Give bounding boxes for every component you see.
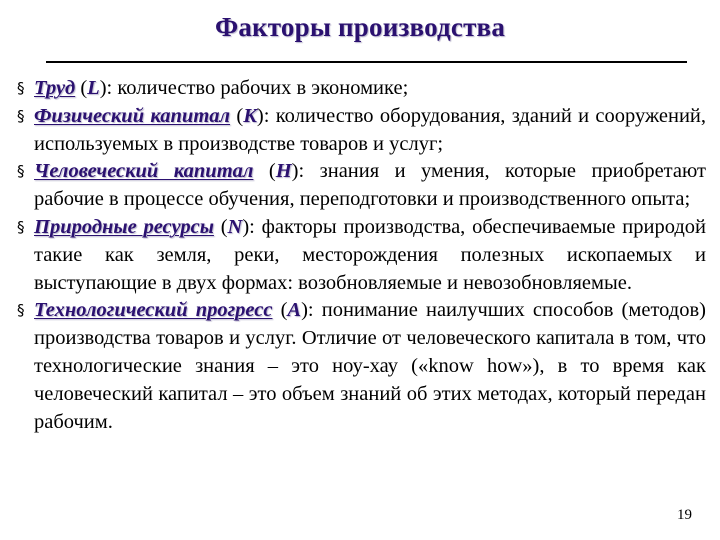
- section-sign-bullet-icon: [16, 108, 28, 124]
- open-paren: (: [236, 104, 244, 127]
- factor-term: Труд: [34, 77, 76, 99]
- svg-text:§: §: [17, 107, 25, 124]
- factor-symbol: H: [275, 160, 292, 183]
- page-title: Факторы производства: [214, 12, 506, 42]
- factors-list: [14, 75, 706, 436]
- factor-term: Человеческий капитал: [34, 160, 254, 183]
- factor-symbol: L: [87, 77, 100, 99]
- section-sign-bullet-icon: [16, 219, 28, 235]
- factor-symbol: N: [227, 215, 243, 238]
- list-item-labor: [14, 75, 706, 103]
- section-sign-bullet-icon: [16, 163, 28, 179]
- list-item-technological-progress: [14, 297, 706, 436]
- list-item-natural-resources: [14, 214, 706, 297]
- section-sign-bullet-icon: [16, 302, 28, 318]
- svg-text:§: §: [17, 302, 25, 319]
- factor-symbol: K: [243, 104, 257, 127]
- factor-description: ): количество оборудования, зданий и сооружений, используемых в производстве товаров и услуг;: [34, 104, 707, 155]
- factor-description: ): понимание наилучших способов (методов) производства товаров и услуг. Отличие от человеческого капитала в том, что технологические знания – это ноу-хау («know how»), в то время как человеческий капитал – это объем знаний об этих методах, который передан рабочим.: [34, 299, 706, 433]
- page-number: 19: [677, 507, 692, 523]
- open-paren: (: [80, 77, 88, 99]
- factor-term: Физический капитал: [34, 104, 231, 127]
- factor-description: ): знания и умения, которые приобретают рабочие в процессе обучения, переподготовки и производственного опыта;: [34, 160, 706, 211]
- open-paren: (: [280, 299, 288, 322]
- factor-symbol: A: [287, 299, 302, 322]
- open-paren: (: [268, 160, 276, 183]
- list-item-physical-capital: [14, 103, 706, 159]
- title-divider: [46, 61, 687, 63]
- svg-text:§: §: [17, 80, 25, 96]
- factor-term: Технологический прогресс: [34, 299, 273, 322]
- svg-text:§: §: [17, 163, 25, 180]
- open-paren: (: [220, 215, 228, 238]
- factor-description: ): факторы производства, обеспечиваемые природой такие как земля, реки, месторождения полезных ископаемых и выступающие в двух формах: возобновляемые и невозобновляемые.: [34, 215, 707, 294]
- factor-term: Природные ресурсы: [34, 215, 214, 238]
- list-item-human-capital: [14, 158, 706, 214]
- factor-description: ): количество рабочих в экономике;: [99, 77, 409, 99]
- section-sign-bullet-icon: [16, 80, 28, 96]
- svg-text:§: §: [17, 218, 25, 235]
